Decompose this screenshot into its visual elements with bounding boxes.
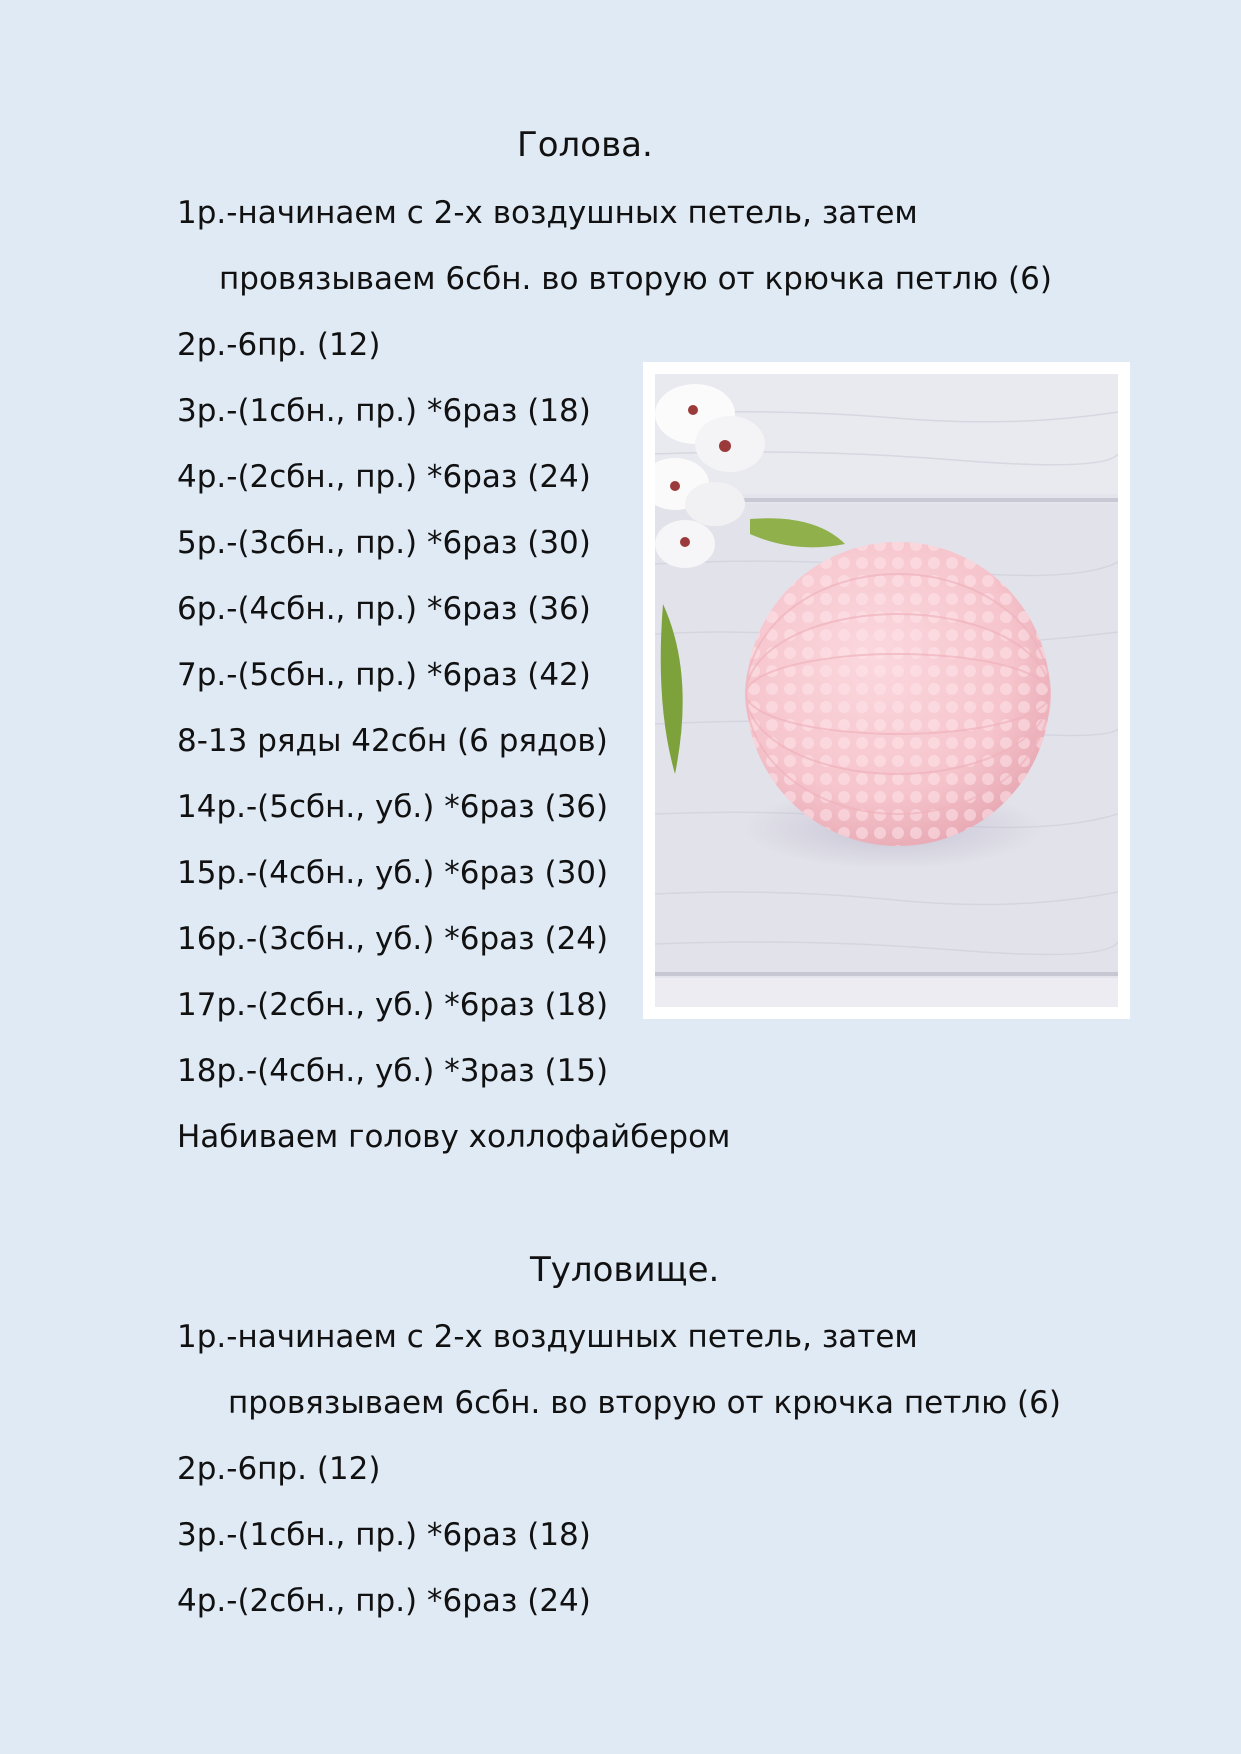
head-line-8: 7р.-(5сбн., пр.) *6раз (42) <box>177 657 591 693</box>
head-line-9: 8-13 ряды 42сбн (6 рядов) <box>177 723 608 759</box>
body-line-3: 2р.-6пр. (12) <box>177 1451 381 1487</box>
head-line-2: провязываем 6сбн. во вторую от крючка петлю (6) <box>219 261 1052 297</box>
head-line-3: 2р.-6пр. (12) <box>177 327 381 363</box>
head-line-11: 15р.-(4сбн., уб.) *6раз (30) <box>177 855 609 891</box>
head-line-1: 1р.-начинаем с 2-х воздушных петель, затем <box>177 195 918 231</box>
head-line-5: 4р.-(2сбн., пр.) *6раз (24) <box>177 459 591 495</box>
body-section-title: Туловище. <box>530 1250 720 1290</box>
head-line-10: 14р.-(5сбн., уб.) *6раз (36) <box>177 789 609 825</box>
head-line-15: Набиваем голову холлофайбером <box>177 1119 731 1155</box>
body-line-1: 1р.-начинаем с 2-х воздушных петель, затем <box>177 1319 918 1355</box>
head-line-6: 5р.-(3сбн., пр.) *6раз (30) <box>177 525 591 561</box>
head-line-12: 16р.-(3сбн., уб.) *6раз (24) <box>177 921 609 957</box>
body-line-2: провязываем 6сбн. во вторую от крючка петлю (6) <box>228 1385 1061 1421</box>
body-line-4: 3р.-(1сбн., пр.) *6раз (18) <box>177 1517 591 1553</box>
ball-photo <box>643 362 1130 1019</box>
head-section-title: Голова. <box>517 125 653 165</box>
head-line-7: 6р.-(4сбн., пр.) *6раз (36) <box>177 591 591 627</box>
body-line-5: 4р.-(2сбн., пр.) *6раз (24) <box>177 1583 591 1619</box>
head-line-13: 17р.-(2сбн., уб.) *6раз (18) <box>177 987 609 1023</box>
head-line-14: 18р.-(4сбн., уб.) *3раз (15) <box>177 1053 609 1089</box>
head-line-4: 3р.-(1сбн., пр.) *6раз (18) <box>177 393 591 429</box>
